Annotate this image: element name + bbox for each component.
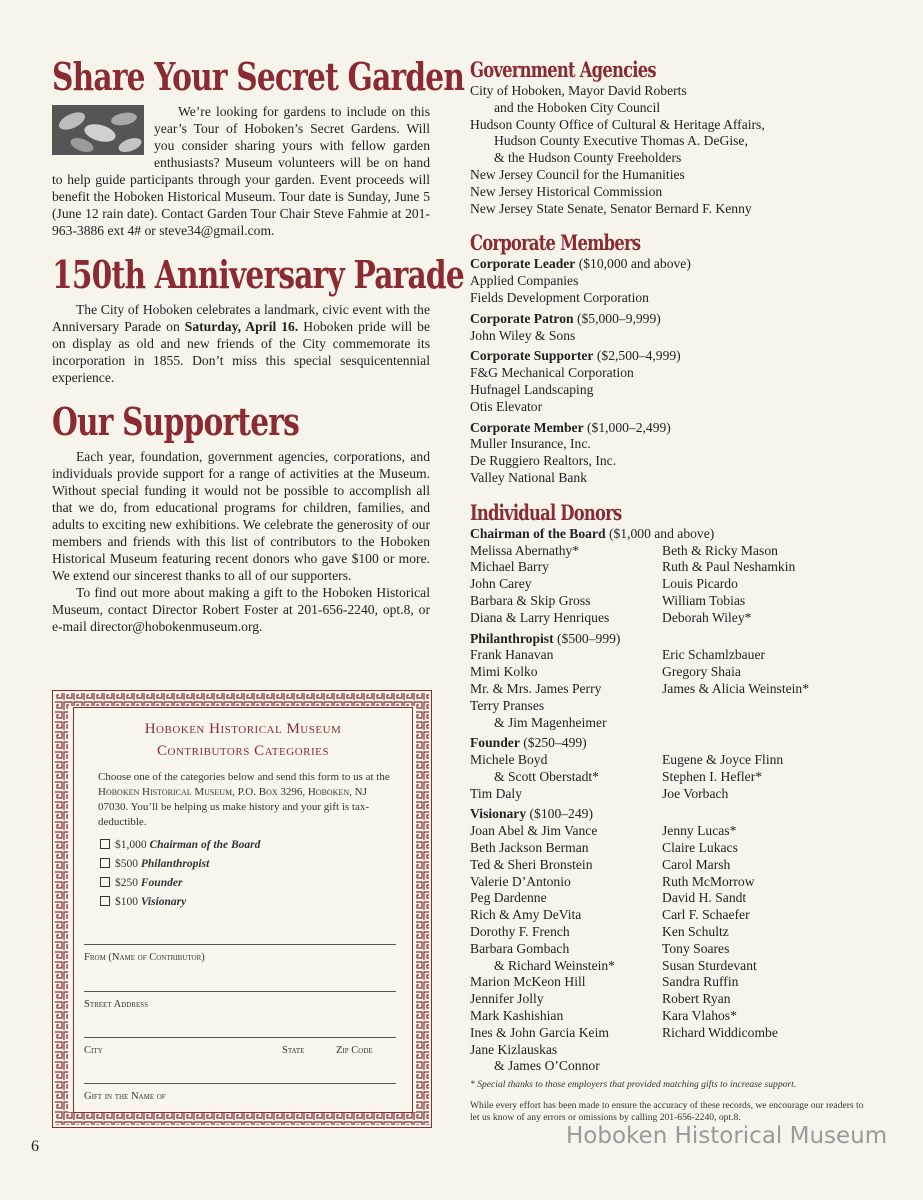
form-option[interactable] <box>100 855 412 874</box>
from-line[interactable] <box>84 944 396 945</box>
zip-label: Zip Code <box>336 1045 373 1056</box>
donor-name: & Richard Weinstein* <box>494 957 615 973</box>
donor-name: Jenny Lucas* <box>662 823 737 839</box>
garden-heading: Share Your Secret Garden <box>52 54 465 99</box>
tier-range: ($2,500–4,999) <box>596 348 681 364</box>
parade-body: The City of Hoboken celebrates a landmark, civic event with the Anniversary Parade on Saturday, April 16. Hoboken pride will be on display as old and new friends of the City commemorate its incorporation in 1855. Don’t miss this special sesquicentennial experience. <box>52 302 430 385</box>
form-option[interactable] <box>100 874 412 893</box>
donor-name: Ruth & Paul Neshamkin <box>662 559 796 575</box>
option-name: Visionary <box>140 896 187 908</box>
donor-name: & James O’Connor <box>494 1058 600 1074</box>
corporate-member: Applied Companies <box>470 273 579 289</box>
donor-name: Stephen I. Hefler* <box>662 768 763 784</box>
tier-name: Corporate Supporter <box>470 348 594 364</box>
donor-name: Dorothy F. French <box>470 924 570 940</box>
individual-tiers <box>470 526 890 1076</box>
donor-name: Ines & John Garcia Keim <box>470 1024 609 1040</box>
tier-range: ($1,000–2,499) <box>587 419 671 435</box>
donor-name: James & Alicia Weinstein* <box>662 680 810 696</box>
form-options <box>74 836 412 912</box>
donor-tier <box>470 526 890 627</box>
tier-range: ($5,000–9,999) <box>576 310 661 326</box>
government-item: Hudson County Executive Thomas A. DeGise, <box>494 133 748 149</box>
donor-name: Mimi Kolko <box>470 664 538 680</box>
option-name: Chairman of the Board <box>149 839 261 851</box>
member-list <box>470 365 890 415</box>
from-label: From (Name of Contributor) <box>84 952 205 963</box>
corporate-tier <box>470 420 890 487</box>
leaf-photo <box>52 105 144 155</box>
donor-column-left <box>470 823 662 1075</box>
donor-name: Valerie D’Antonio <box>470 873 571 889</box>
supporters-heading: Our Supporters <box>52 399 300 444</box>
donor-name: Mark Kashishian <box>470 1008 564 1024</box>
garden-section <box>52 54 465 239</box>
donor-name: Peg Dardenne <box>470 890 547 906</box>
government-item: & the Hudson County Freeholders <box>494 150 682 166</box>
donor-name: Susan Sturdevant <box>662 957 757 973</box>
donor-name: Barbara & Skip Gross <box>470 592 591 608</box>
tier-heading <box>470 806 890 823</box>
corporate-tier <box>470 256 890 306</box>
donor-name: Kara Vlahos* <box>662 1008 737 1024</box>
individual-heading: Individual Donors <box>470 499 622 525</box>
donor-name: & Jim Magenheimer <box>494 714 607 730</box>
form-instructions: Choose one of the categories below and send this form to us at the Hoboken Historical Museum, P.O. Box 3296, Hoboken, NJ 07030. You’ll be helping us make history and your gift is tax-deductible. <box>98 771 390 828</box>
donor-name: Joan Abel & Jim Vance <box>470 823 598 839</box>
form-option[interactable] <box>100 836 412 855</box>
donor-name: Barbara Gombach <box>470 940 570 956</box>
donor-name: Carl F. Schaefer <box>662 907 750 923</box>
tier-range: ($1,000 and above) <box>608 525 715 541</box>
tier-name: Founder <box>470 735 520 751</box>
donor-name: Melissa Abernathy* <box>470 542 580 558</box>
government-item: New Jersey State Senate, Senator Bernard F. Kenny <box>470 200 752 216</box>
donor-name: William Tobias <box>662 592 746 608</box>
tier-heading <box>470 420 890 437</box>
donor-name: Michele Boyd <box>470 752 548 768</box>
donor-name: Marion McKeon Hill <box>470 974 586 990</box>
option-amount: $500 <box>115 858 138 870</box>
government-list <box>470 83 890 217</box>
tier-name: Corporate Leader <box>470 256 576 272</box>
accuracy-disclaimer: While every effort has been made to ensure the accuracy of these records, we encourage our readers to let us know of any errors or omissions by calling 201-656-2240, opt.8. <box>470 1100 864 1123</box>
member-list <box>470 436 890 486</box>
government-item: Hudson County Office of Cultural & Heritage Affairs, <box>470 116 765 132</box>
option-amount: $100 <box>115 896 138 908</box>
tier-name: Philanthropist <box>470 630 554 646</box>
supporters-paragraph-1: Each year, foundation, government agencies, corporations, and individuals provide support for a range of activities at the Museum. Without special funding it would not be possible to accomplish all that we do, from educational programs for children, families, and adults to exciting new exhibitions. We celebrate the generosity of our members and friends with this list of contributors to the Hoboken Historical Museum featuring recent donors who gave $100 or more. We extend our sincerest thanks to all of our supporters. <box>52 449 430 583</box>
donor-columns <box>470 647 890 731</box>
tier-range: ($500–999) <box>557 630 621 646</box>
checkbox-icon[interactable] <box>100 896 110 906</box>
donor-name: Diana & Larry Henriques <box>470 609 610 625</box>
donor-column-right <box>662 647 882 731</box>
page-number: 6 <box>31 1138 39 1155</box>
government-heading: Government Agencies <box>470 57 656 82</box>
corporate-member: Otis Elevator <box>470 398 543 414</box>
donor-name: Eugene & Joyce Flinn <box>662 752 784 768</box>
form-inner <box>73 707 413 1113</box>
donor-tier <box>470 735 890 802</box>
donor-column-left <box>470 647 662 731</box>
corporate-tier <box>470 311 890 345</box>
donor-name: Beth Jackson Berman <box>470 840 589 856</box>
donor-name: Tony Soares <box>662 940 730 956</box>
donor-name: Jane Kizlauskas <box>470 1041 558 1057</box>
donor-name: Mr. & Mrs. James Perry <box>470 680 602 696</box>
tier-range: ($250–499) <box>523 735 587 751</box>
donor-tier <box>470 631 890 732</box>
option-amount: $250 <box>115 877 138 889</box>
option-name: Founder <box>140 877 183 889</box>
donor-column-left <box>470 752 662 802</box>
option-amount: $1,000 <box>115 839 147 851</box>
tier-heading <box>470 631 890 648</box>
government-item: and the Hoboken City Council <box>494 99 661 115</box>
corporate-tiers <box>470 256 890 486</box>
government-item: New Jersey Council for the Humanities <box>470 166 685 182</box>
donor-name: Claire Lukacs <box>662 840 738 856</box>
tier-heading <box>470 348 890 365</box>
form-title: Hoboken Historical Museum Contributors Categories <box>144 721 342 759</box>
tier-heading <box>470 256 890 273</box>
form-option[interactable] <box>100 893 412 912</box>
donor-name: Tim Daly <box>470 785 522 801</box>
left-column <box>52 54 465 651</box>
donor-name: Richard Widdicombe <box>662 1024 778 1040</box>
donor-column-left <box>470 543 662 627</box>
donor-name: Ted & Sheri Bronstein <box>470 856 593 872</box>
corporate-member: John Wiley & Sons <box>470 327 576 343</box>
donor-columns <box>470 823 890 1075</box>
tier-name: Corporate Patron <box>470 310 574 326</box>
donor-tier <box>470 806 890 1075</box>
donor-columns <box>470 752 890 802</box>
donor-name: Terry Pranses <box>470 697 545 713</box>
donor-name: Carol Marsh <box>662 856 731 872</box>
city-label: City <box>84 1045 103 1056</box>
donor-name: Jennifer Jolly <box>470 991 544 1007</box>
donor-name: Gregory Shaia <box>662 664 741 680</box>
checkbox-icon[interactable] <box>100 877 110 887</box>
donor-name: Deborah Wiley* <box>662 609 752 625</box>
corporate-member: Hufnagel Landscaping <box>470 381 594 397</box>
street-line[interactable] <box>84 991 396 992</box>
city-line[interactable] <box>84 1037 396 1038</box>
watermark: Hoboken Historical Museum <box>566 1123 888 1149</box>
donor-column-right <box>662 823 882 1075</box>
matching-gift-footnote: * Special thanks to those employers that provided matching gifts to increase support. <box>470 1079 797 1090</box>
donor-name: Ruth McMorrow <box>662 873 755 889</box>
corporate-member: Muller Insurance, Inc. <box>470 436 591 452</box>
tier-heading <box>470 735 890 752</box>
option-name: Philanthropist <box>140 858 210 870</box>
right-column <box>470 58 890 1091</box>
donor-columns <box>470 543 890 627</box>
donor-name: John Carey <box>470 576 532 592</box>
corporate-member: Fields Development Corporation <box>470 289 649 305</box>
tier-name: Corporate Member <box>470 419 584 435</box>
street-label: Street Address <box>84 999 149 1010</box>
donor-name: Frank Hanavan <box>470 647 554 663</box>
garden-body: We’re looking for gardens to include on this year’s Tour of Hoboken’s Secret Gardens. Will you consider sharing yours with fellow garden enthusiasts? Museum volunteers will be on hand to help guide participants through your garden. Event proceeds will benefit the Hoboken Historical Museum. Tour date is Sunday, June 5 (June 12 rain date). Contact Garden Tour Chair Steve Fahmie at 201-963-3886 ext 4# or steve34@gmail.com. <box>52 104 430 238</box>
corporate-member: De Ruggiero Realtors, Inc. <box>470 453 617 469</box>
corporate-tier <box>470 348 890 415</box>
parade-heading: 150th Anniversary Parade <box>52 252 464 297</box>
government-item: City of Hoboken, Mayor David Roberts <box>470 83 687 98</box>
corporate-member: F&G Mechanical Corporation <box>470 365 634 381</box>
government-item: New Jersey Historical Commission <box>470 183 663 199</box>
donor-column-right <box>662 543 882 627</box>
checkbox-icon[interactable] <box>100 839 110 849</box>
state-label: State <box>282 1045 305 1056</box>
tier-name: Chairman of the Board <box>470 525 606 541</box>
member-list <box>470 273 890 307</box>
parade-section <box>52 252 464 386</box>
donor-name: Michael Barry <box>470 559 549 575</box>
donor-name: Louis Picardo <box>662 576 738 592</box>
donor-name: & Scott Oberstadt* <box>494 768 599 784</box>
tier-name: Visionary <box>470 806 527 822</box>
donor-name: Rich & Amy DeVita <box>470 907 582 923</box>
checkbox-icon[interactable] <box>100 858 110 868</box>
tier-range: ($10,000 and above) <box>578 256 691 272</box>
tier-heading <box>470 526 890 543</box>
corporate-heading: Corporate Members <box>470 230 641 256</box>
government-section <box>470 58 890 217</box>
gift-label: Gift in the Name of <box>84 1091 166 1102</box>
donor-name: Robert Ryan <box>662 991 731 1007</box>
donor-name: Beth & Ricky Mason <box>662 542 778 558</box>
donor-name: Ken Schultz <box>662 924 729 940</box>
donor-column-right <box>662 752 882 802</box>
donor-name: Joe Vorbach <box>662 785 729 801</box>
donor-name: David H. Sandt <box>662 890 747 906</box>
tier-heading <box>470 311 890 328</box>
corporate-section <box>470 231 890 486</box>
donor-name: Eric Schamlzbauer <box>662 647 766 663</box>
donor-name: Sandra Ruffin <box>662 974 739 990</box>
supporters-paragraph-2: To find out more about making a gift to the Hoboken Historical Museum, contact Director Robert Foster at 201-656-2240, opt.8, or e-mail director@hobokenmuseum.org. <box>52 585 430 634</box>
member-list <box>470 328 890 345</box>
tier-range: ($100–249) <box>529 806 593 822</box>
gift-line[interactable] <box>84 1083 396 1084</box>
supporters-section <box>52 400 430 635</box>
corporate-member: Valley National Bank <box>470 469 588 485</box>
contributor-form <box>52 690 432 1128</box>
individual-section <box>470 501 890 1076</box>
